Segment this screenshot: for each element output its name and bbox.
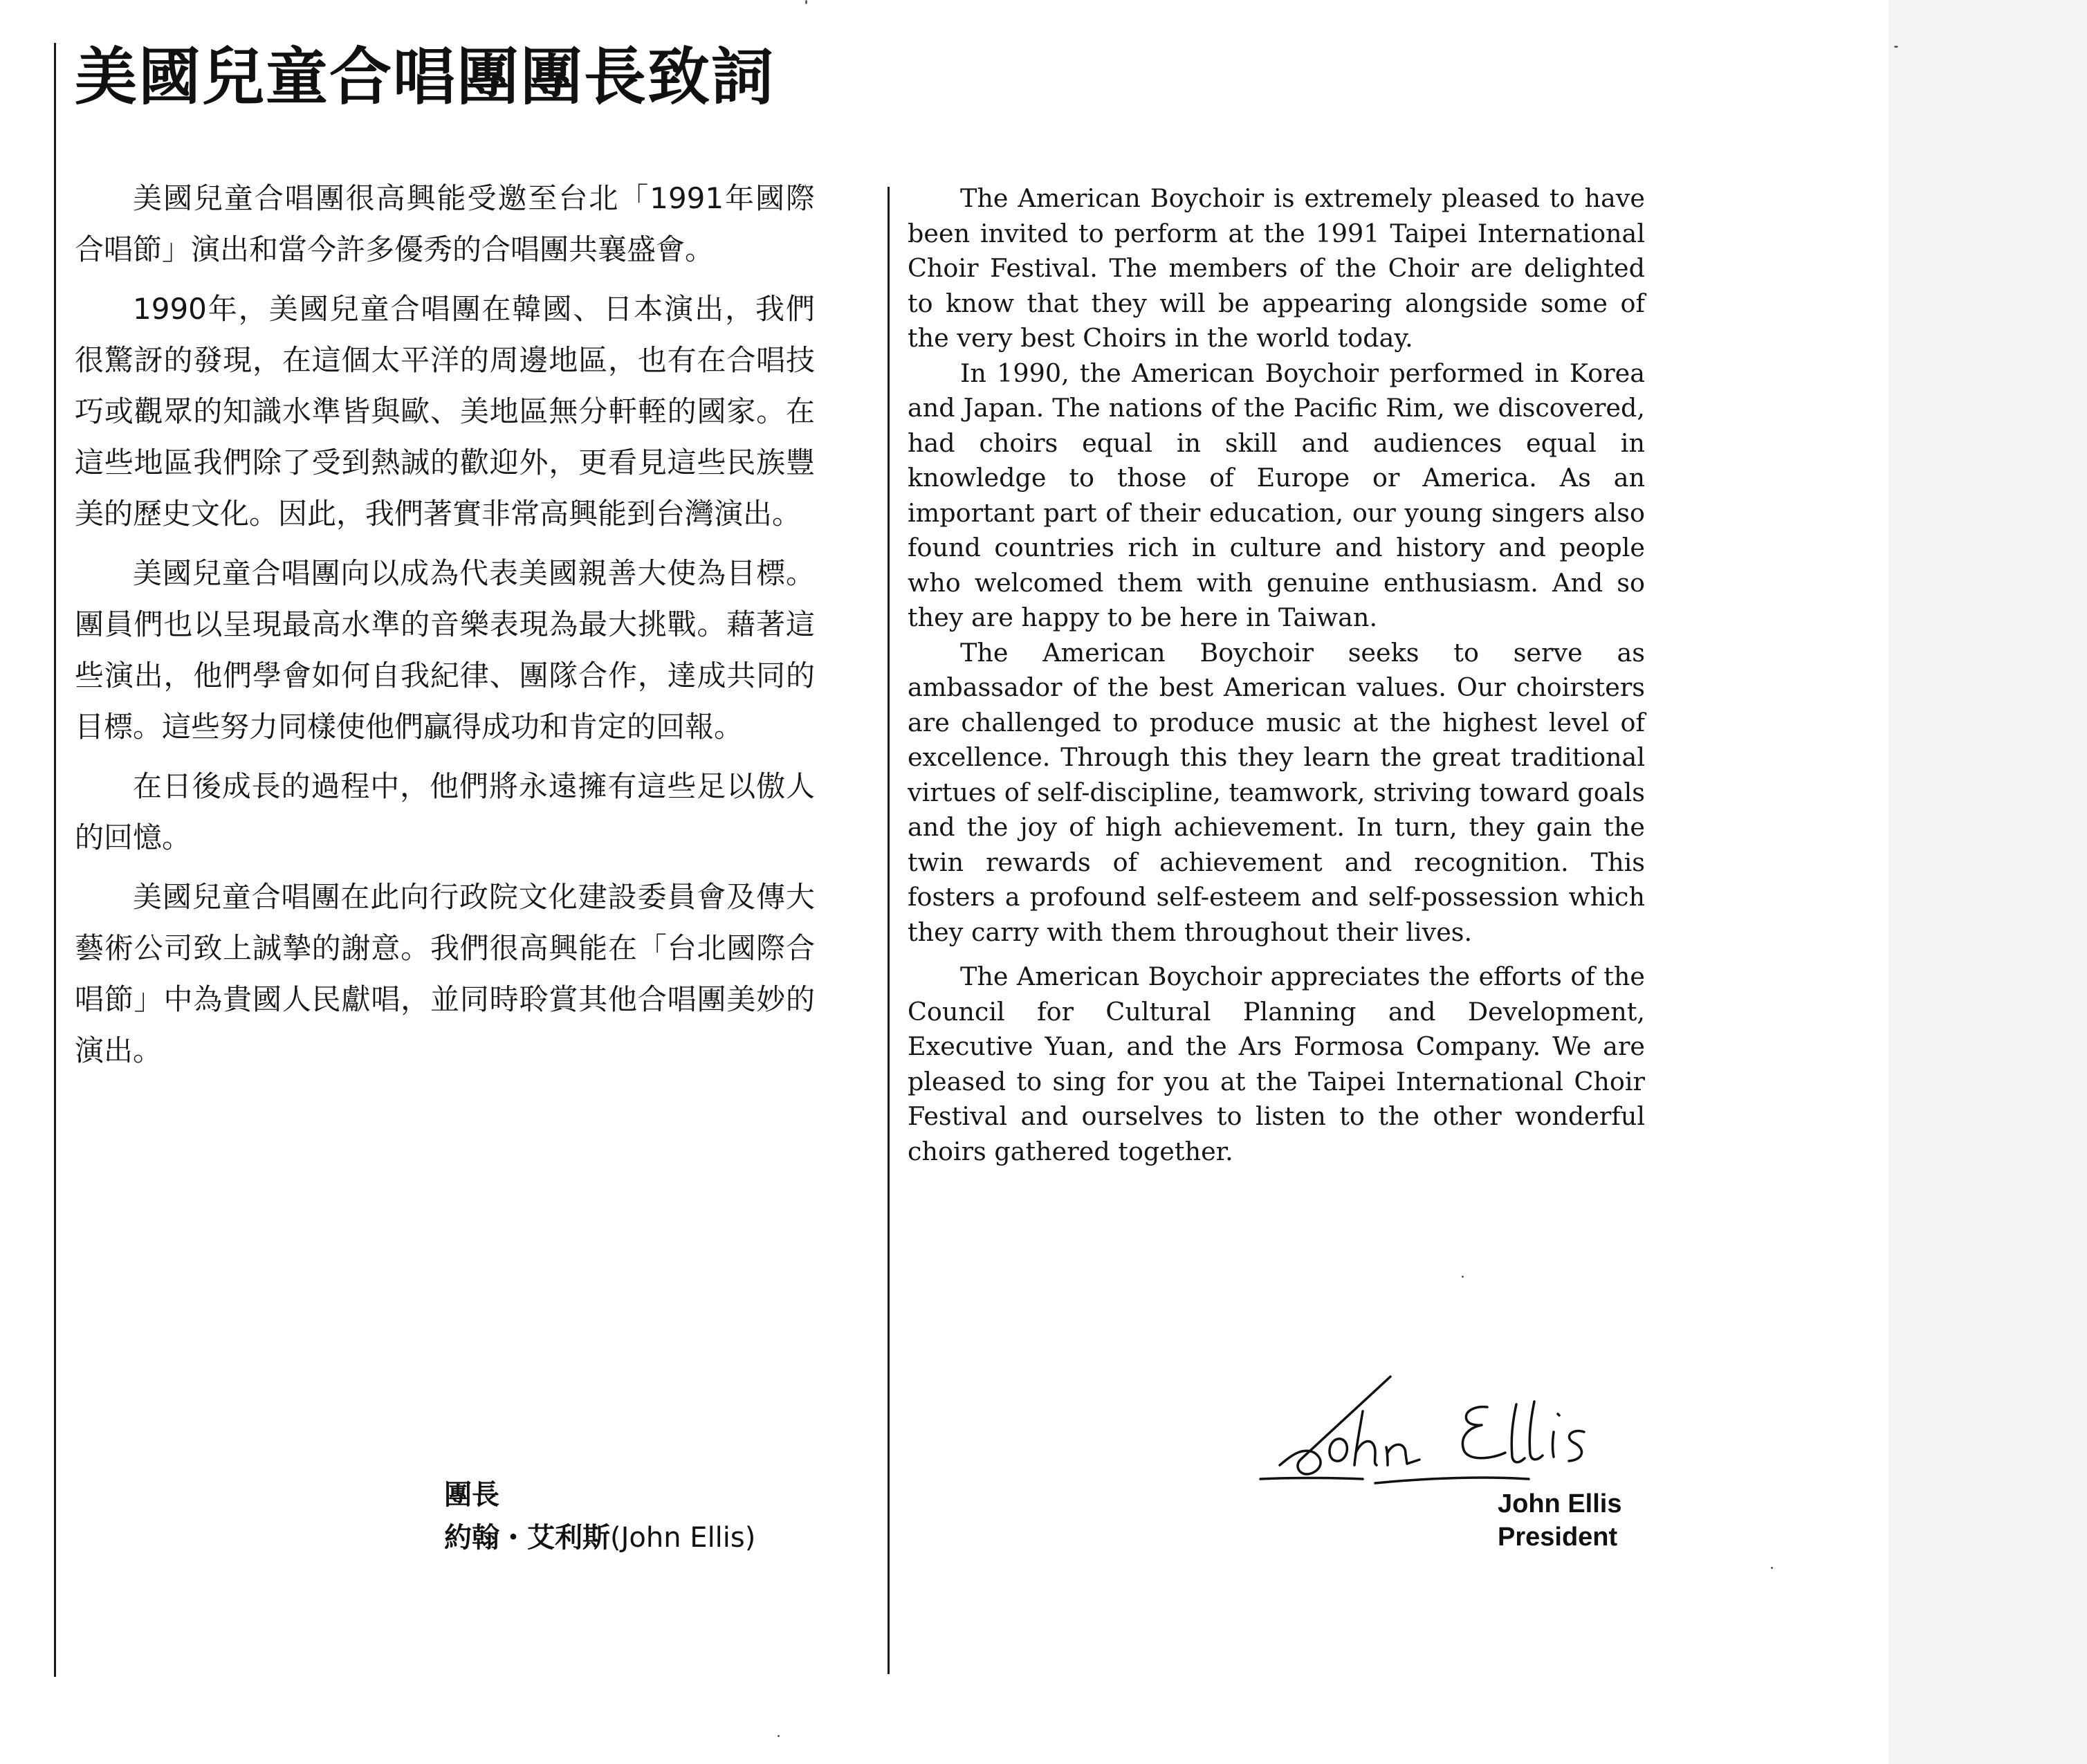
scan-speck <box>1462 1276 1464 1278</box>
chinese-paragraph: 美國兒童合唱團向以成為代表美國親善大使為目標。團員們也以呈現最高水準的音樂表現為最大挑戰。藉著這些演出，他們學會如何自我紀律、團隊合作，達成共同的目標。這些努力同樣使他們贏得成功和肯定的回報。 <box>75 556 815 744</box>
chinese-signoff <box>444 1473 755 1559</box>
english-paragraph: The American Boychoir is extremely pleased to have been invited to perform at the 1991 Taipei International Choir Festival. The members of the Choir are delighted to know that they will be appearing alongside some of the very best Choirs in the world today. <box>908 183 1645 353</box>
chinese-signoff-role: 團長 <box>444 1479 499 1511</box>
handwritten-signature <box>1259 1356 1646 1494</box>
page-edge-shadow <box>1888 0 2087 1764</box>
chinese-paragraph: 美國兒童合唱團在此向行政院文化建設委員會及傳大藝術公司致上誠摯的謝意。我們很高興能在「台北國際合唱節」中為貴國人民獻唱，並同時聆賞其他合唱團美妙的演出。 <box>75 880 815 1067</box>
chinese-signoff-name <box>444 1516 755 1559</box>
chinese-signoff-name-zh: 約翰・艾利斯 <box>444 1522 610 1554</box>
scan-speck <box>1771 1567 1773 1569</box>
chinese-paragraph: 1990年，美國兒童合唱團在韓國、日本演出，我們很驚訝的發現，在這個太平洋的周邊地區，也有在合唱技巧或觀眾的知識水準皆與歐、美地區無分軒輊的國家。在這些地區我們除了受到熱誠的歡迎外，更看見這些民族豐美的歷史文化。因此，我們著實非常高興能到台灣演出。 <box>75 292 815 531</box>
english-paragraph: The American Boychoir appreciates the efforts of the Council for Cultural Planning and Development, Executive Yuan, and the Ars Formosa Company. We are pleased to sing for you at the Taipei International Choir Festival and ourselves to listen to the other wonderful choirs gathered together. <box>908 962 1645 1166</box>
english-signoff-role: President <box>1498 1523 1618 1552</box>
english-signoff-name: John Ellis <box>1498 1489 1622 1518</box>
scan-speck <box>1894 46 1898 48</box>
scan-speck <box>805 0 807 4</box>
chinese-text-column <box>75 173 815 1085</box>
column-divider-rule <box>888 187 890 1674</box>
english-signoff <box>1498 1487 1621 1554</box>
english-paragraph: The American Boychoir seeks to serve as ambassador of the best American values. Our choirsters are challenged to produce music at the highest level of excellence. Through this they learn the great traditional virtues of self-discipline, teamwork, striving toward goals and the joy of high achievement. In turn, they gain the twin rewards of achievement and recognition. This fosters a profound self-esteem and self-possession which they carry with them throughout their lives. <box>908 637 1645 947</box>
page-title: 美國兒童合唱團團長致詞 <box>75 41 775 113</box>
chinese-signoff-name-en: (John Ellis) <box>610 1522 756 1554</box>
chinese-paragraph: 美國兒童合唱團很高興能受邀至台北「1991年國際合唱節」演出和當今許多優秀的合唱團共襄盛會。 <box>75 181 815 266</box>
left-margin-rule <box>54 43 56 1677</box>
chinese-paragraph: 在日後成長的過程中，他們將永遠擁有這些足以傲人的回憶。 <box>75 769 815 854</box>
english-paragraph: In 1990, the American Boychoir performed in Korea and Japan. The nations of the Pacific Rim, we discovered, had choirs equal in skill and audiences equal in knowledge to those of Europe or America. As an important part of their education, our young singers also found countries rich in culture and history and people who welcomed them with genuine enthusiasm. And so they are happy to be here in Taiwan. <box>908 358 1645 632</box>
english-text-column <box>908 181 1645 1169</box>
scan-speck <box>778 1735 780 1737</box>
